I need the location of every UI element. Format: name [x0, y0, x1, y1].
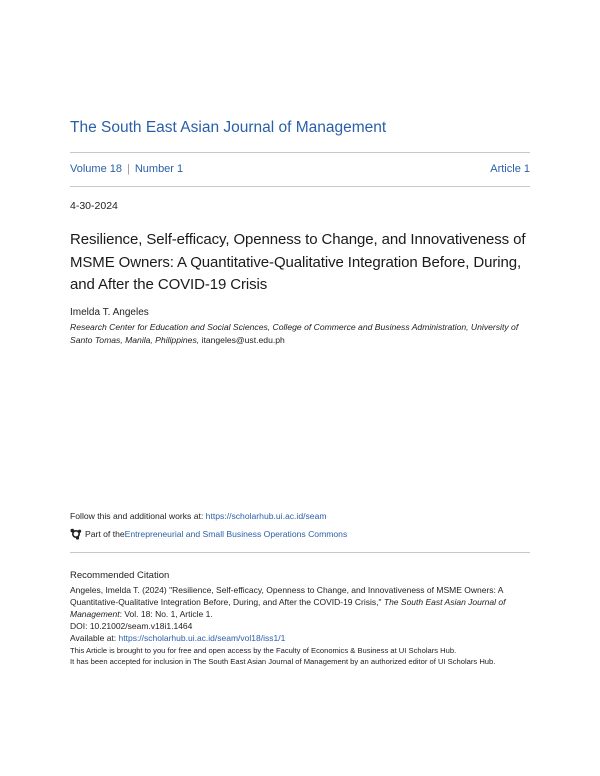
publication-date: 4-30-2024: [70, 200, 118, 212]
volume-link[interactable]: Volume 18: [70, 163, 122, 175]
affiliation-text: Research Center for Education and Social Sciences, College of Commerce and Business Administration, University of Santo Tomas, Manila, Philippines,: [70, 322, 519, 345]
author-affiliation: [70, 321, 540, 347]
article-link[interactable]: Article 1: [490, 163, 530, 175]
part-of-text: Part of the: [85, 529, 125, 539]
citation-volume: : Vol. 18: No. 1, Article 1.: [119, 609, 213, 619]
follow-text: Follow this and additional works at:: [70, 511, 206, 521]
follow-line: [70, 511, 327, 521]
author-email: itangeles@ust.edu.ph: [199, 335, 285, 345]
footer-notice: [70, 645, 530, 667]
part-of-link[interactable]: Entrepreneurial and Small Business Operations Commons: [124, 529, 348, 539]
divider-top: [70, 152, 530, 153]
network-icon: [70, 528, 82, 540]
citation-available: [70, 632, 530, 644]
citation-doi: DOI: 10.21002/seam.v18i1.1464: [70, 621, 193, 631]
divider-bottom: [70, 186, 530, 187]
citation-text: Angeles, Imelda T. (2024) "Resilience, Self-efficacy, Openness to Change, and Innovativeness of MSME Owners: A Quantitative-Qualitative Integration Before, During, and After the COVID-19 Crisis,": [70, 585, 503, 607]
separator: |: [126, 163, 130, 175]
divider-citation: [70, 552, 530, 553]
article-title: Resilience, Self-efficacy, Openness to Change, and Innovativeness of MSME Owners: A Quantitative-Qualitative Integration Before, During, and After the COVID-19 Crisis: [70, 231, 526, 293]
citation-block: [70, 584, 530, 644]
issue-row: [70, 163, 530, 175]
footer-line-2: It has been accepted for inclusion in The South East Asian Journal of Management by an authorized editor of UI Scholars Hub.: [70, 657, 496, 666]
part-of-line: [70, 528, 347, 540]
journal-title[interactable]: The South East Asian Journal of Management: [70, 119, 387, 136]
volume-issue: [70, 163, 183, 175]
author-name: Imelda T. Angeles: [70, 307, 149, 318]
recommended-citation-heading: Recommended Citation: [70, 570, 170, 581]
citation-paragraph: [70, 584, 530, 620]
available-link[interactable]: https://scholarhub.ui.ac.id/seam/vol18/iss1/1: [118, 633, 286, 643]
available-text: Available at:: [70, 633, 119, 643]
number-link[interactable]: Number 1: [134, 163, 184, 175]
citation-journal: The South East Asian Journal of Management: [70, 597, 506, 619]
footer-line-1: This Article is brought to you for free and open access by the Faculty of Economics & Business at UI Scholars Hub.: [70, 646, 457, 655]
follow-link[interactable]: https://scholarhub.ui.ac.id/seam: [205, 511, 327, 521]
